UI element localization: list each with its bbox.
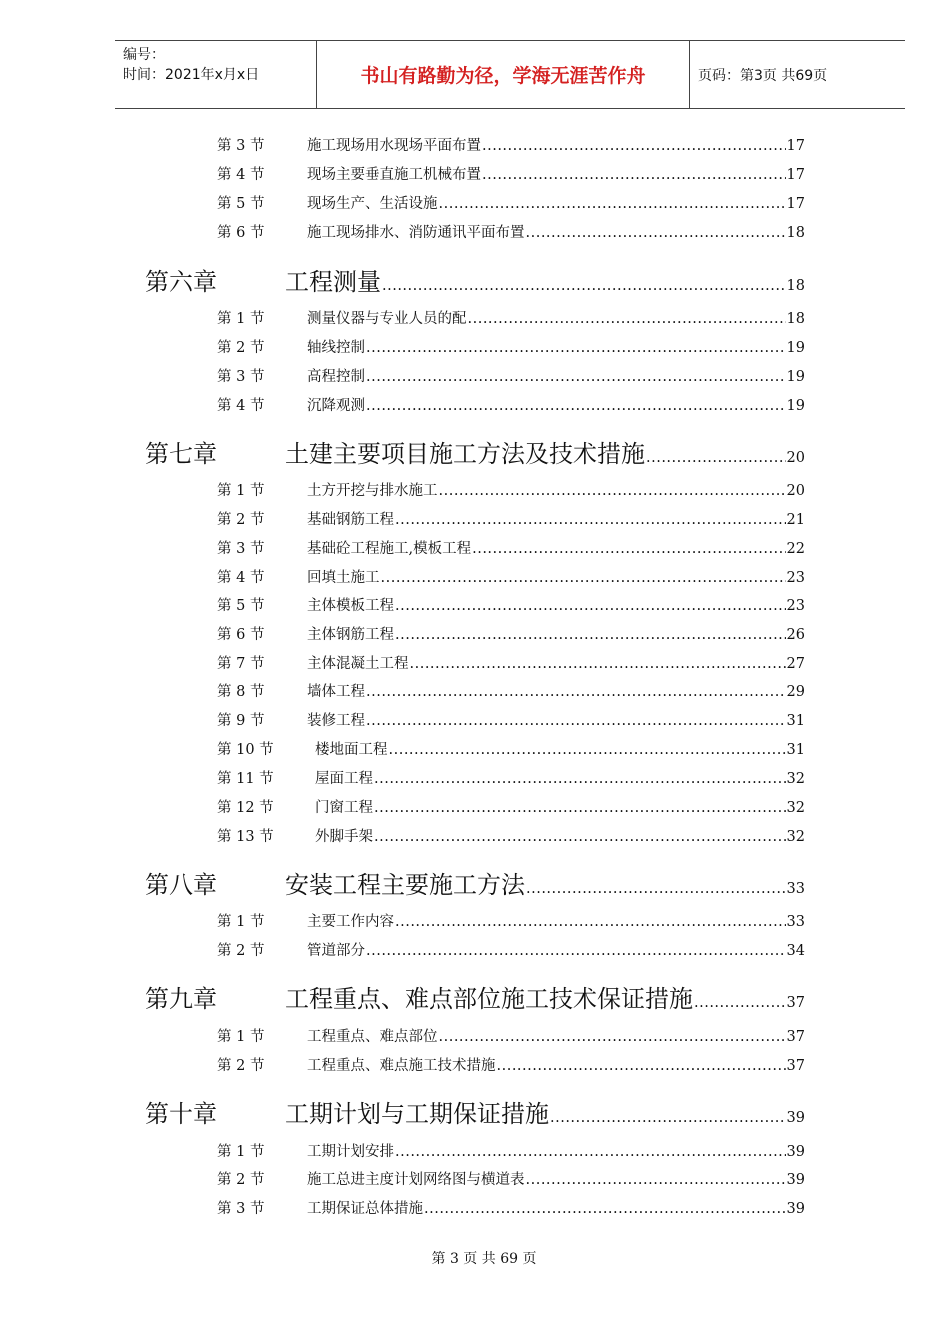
section-title: 装修工程 bbox=[307, 713, 365, 729]
toc-entry bbox=[307, 566, 805, 587]
chapter-title: 工期计划与工期保证措施 bbox=[285, 1100, 549, 1128]
toc-entry bbox=[315, 738, 805, 759]
toc-entry bbox=[307, 623, 805, 644]
section-title: 主体钢筋工程 bbox=[307, 627, 394, 643]
section-number: 第 4 节 bbox=[217, 398, 265, 414]
dot-leader bbox=[395, 914, 786, 930]
toc-entry bbox=[307, 134, 805, 155]
dot-leader bbox=[374, 771, 786, 787]
section-title: 主体混凝土工程 bbox=[307, 656, 409, 672]
dot-leader bbox=[381, 570, 786, 586]
section-number: 第 2 节 bbox=[217, 340, 265, 356]
toc-entry bbox=[307, 307, 805, 328]
section-title: 管道部分 bbox=[307, 943, 365, 959]
section-number: 第 3 节 bbox=[217, 138, 265, 154]
section-number: 第 8 节 bbox=[217, 684, 265, 700]
section-number: 第 2 节 bbox=[217, 1172, 265, 1188]
section-number: 第 9 节 bbox=[217, 713, 265, 729]
toc-entry bbox=[307, 594, 805, 615]
toc-entry bbox=[285, 865, 805, 900]
page-number: 37 bbox=[786, 1029, 805, 1045]
page-number: 17 bbox=[786, 167, 805, 183]
page-number: 19 bbox=[786, 398, 805, 414]
chapter-title: 工程测量 bbox=[285, 268, 381, 296]
dot-leader bbox=[439, 483, 786, 499]
dot-leader bbox=[366, 398, 786, 414]
toc-entry bbox=[307, 1197, 805, 1218]
toc-entry bbox=[307, 163, 805, 184]
dot-leader bbox=[366, 684, 786, 700]
page-number: 18 bbox=[786, 311, 805, 327]
dot-leader bbox=[366, 943, 786, 959]
toc-entry bbox=[315, 825, 805, 846]
section-title: 回填土施工 bbox=[307, 570, 380, 586]
dot-leader bbox=[395, 598, 786, 614]
page-number: 19 bbox=[786, 369, 805, 385]
toc-entry bbox=[307, 479, 805, 500]
dot-leader bbox=[374, 800, 786, 816]
section-number: 第 12 节 bbox=[217, 800, 274, 816]
section-number: 第 4 节 bbox=[217, 570, 265, 586]
page-number: 33 bbox=[786, 914, 805, 930]
header-meta bbox=[115, 41, 316, 108]
toc-entry bbox=[307, 1168, 805, 1189]
page-number: 21 bbox=[786, 512, 805, 528]
dot-leader bbox=[366, 369, 786, 385]
section-number: 第 2 节 bbox=[217, 1058, 265, 1074]
section-number: 第 7 节 bbox=[217, 656, 265, 672]
dot-leader bbox=[424, 1201, 786, 1217]
page-number: 39 bbox=[786, 1172, 805, 1188]
page-header bbox=[115, 40, 905, 109]
section-title: 楼地面工程 bbox=[315, 742, 388, 758]
chapter-title: 安装工程主要施工方法 bbox=[285, 871, 525, 899]
section-number: 第 3 节 bbox=[217, 541, 265, 557]
section-number: 第 1 节 bbox=[217, 311, 265, 327]
section-number: 第 13 节 bbox=[217, 829, 274, 845]
toc-entry bbox=[307, 652, 805, 673]
section-number: 第 5 节 bbox=[217, 196, 265, 212]
toc-entry bbox=[307, 939, 805, 960]
section-number: 第 5 节 bbox=[217, 598, 265, 614]
page-number: 20 bbox=[786, 483, 805, 499]
page-number: 37 bbox=[786, 995, 805, 1011]
toc-entry bbox=[315, 796, 805, 817]
toc-entry bbox=[307, 221, 805, 242]
page-number: 27 bbox=[786, 656, 805, 672]
page-number: 32 bbox=[786, 829, 805, 845]
section-number: 第 1 节 bbox=[217, 1029, 265, 1045]
section-number: 第 6 节 bbox=[217, 627, 265, 643]
dot-leader bbox=[366, 340, 786, 356]
page-number: 39 bbox=[786, 1110, 805, 1126]
section-number: 第 1 节 bbox=[217, 483, 265, 499]
section-title: 工程重点、难点施工技术措施 bbox=[307, 1058, 496, 1074]
section-number: 第 4 节 bbox=[217, 167, 265, 183]
header-motto: 书山有路勤为径，学海无涯苦作舟 bbox=[316, 41, 690, 108]
dot-leader bbox=[366, 713, 786, 729]
page-number: 18 bbox=[786, 278, 805, 294]
section-title: 门窗工程 bbox=[315, 800, 373, 816]
dot-leader bbox=[374, 829, 786, 845]
toc-entry bbox=[285, 434, 805, 469]
page-number: 19 bbox=[786, 340, 805, 356]
section-number: 第 2 节 bbox=[217, 943, 265, 959]
section-title: 测量仪器与专业人员的配 bbox=[307, 311, 467, 327]
dot-leader bbox=[497, 1058, 786, 1074]
dot-leader bbox=[439, 1029, 786, 1045]
section-number: 第 1 节 bbox=[217, 914, 265, 930]
chapter-number: 第六章 bbox=[145, 268, 217, 296]
toc-entry bbox=[307, 1140, 805, 1161]
dot-leader bbox=[482, 138, 786, 154]
dot-leader bbox=[526, 225, 786, 241]
page-number: 22 bbox=[786, 541, 805, 557]
toc-entry bbox=[307, 336, 805, 357]
toc-entry bbox=[285, 979, 805, 1014]
section-title: 基础钢筋工程 bbox=[307, 512, 394, 528]
section-number: 第 10 节 bbox=[217, 742, 274, 758]
header-page-number: 页码：第3页 共69页 bbox=[698, 67, 828, 84]
page-number: 33 bbox=[786, 881, 805, 897]
section-title: 轴线控制 bbox=[307, 340, 365, 356]
section-title: 工期保证总体措施 bbox=[307, 1201, 423, 1217]
chapter-title: 土建主要项目施工方法及技术措施 bbox=[285, 440, 645, 468]
section-title: 现场生产、生活设施 bbox=[307, 196, 438, 212]
page-number: 17 bbox=[786, 196, 805, 212]
section-number: 第 2 节 bbox=[217, 512, 265, 528]
toc-entry bbox=[307, 680, 805, 701]
dot-leader bbox=[526, 1172, 786, 1188]
toc-entry bbox=[307, 365, 805, 386]
dot-leader bbox=[439, 196, 786, 212]
section-title: 屋面工程 bbox=[315, 771, 373, 787]
dot-leader bbox=[694, 995, 786, 1011]
chapter-number: 第十章 bbox=[145, 1100, 217, 1128]
chapter-number: 第八章 bbox=[145, 871, 217, 899]
chapter-number: 第七章 bbox=[145, 440, 217, 468]
dot-leader bbox=[410, 656, 786, 672]
page-number: 23 bbox=[786, 598, 805, 614]
section-title: 工程重点、难点部位 bbox=[307, 1029, 438, 1045]
page-number: 23 bbox=[786, 570, 805, 586]
page-number: 31 bbox=[786, 713, 805, 729]
dot-leader bbox=[395, 512, 786, 528]
chapter-number: 第九章 bbox=[145, 985, 217, 1013]
dot-leader bbox=[395, 1144, 786, 1160]
page-number: 20 bbox=[786, 450, 805, 466]
dot-leader bbox=[550, 1110, 786, 1126]
toc-entry bbox=[307, 537, 805, 558]
toc-entry bbox=[307, 1054, 805, 1075]
toc-entry bbox=[285, 1094, 805, 1129]
page-number: 29 bbox=[786, 684, 805, 700]
dot-leader bbox=[468, 311, 786, 327]
toc-entry bbox=[315, 767, 805, 788]
dot-leader bbox=[395, 627, 786, 643]
section-title: 主要工作内容 bbox=[307, 914, 394, 930]
dot-leader bbox=[646, 450, 786, 466]
page-number: 39 bbox=[786, 1201, 805, 1217]
section-title: 沉降观测 bbox=[307, 398, 365, 414]
toc-entry bbox=[307, 192, 805, 213]
section-number: 第 3 节 bbox=[217, 369, 265, 385]
section-title: 施工现场用水现场平面布置 bbox=[307, 138, 481, 154]
dot-leader bbox=[389, 742, 786, 758]
section-number: 第 6 节 bbox=[217, 225, 265, 241]
section-title: 土方开挖与排水施工 bbox=[307, 483, 438, 499]
document-date-label: 时间：2021年x月x日 bbox=[123, 67, 260, 83]
section-title: 主体模板工程 bbox=[307, 598, 394, 614]
page-number: 18 bbox=[786, 225, 805, 241]
page-footer: 第 3 页 共 69 页 bbox=[431, 1251, 537, 1267]
chapter-title: 工程重点、难点部位施工技术保证措施 bbox=[285, 985, 693, 1013]
page-number: 31 bbox=[786, 742, 805, 758]
section-number: 第 11 节 bbox=[217, 771, 274, 787]
toc-entry bbox=[307, 709, 805, 730]
page-number: 17 bbox=[786, 138, 805, 154]
page-number: 26 bbox=[786, 627, 805, 643]
toc-entry bbox=[307, 394, 805, 415]
toc-entry bbox=[307, 1025, 805, 1046]
page-number: 32 bbox=[786, 771, 805, 787]
section-number: 第 3 节 bbox=[217, 1201, 265, 1217]
section-title: 基础砼工程施工,模板工程 bbox=[307, 541, 472, 557]
section-title: 高程控制 bbox=[307, 369, 365, 385]
dot-leader bbox=[526, 881, 786, 897]
section-number: 第 1 节 bbox=[217, 1144, 265, 1160]
page-number: 39 bbox=[786, 1144, 805, 1160]
dot-leader bbox=[382, 278, 786, 294]
document-number-label: 编号： bbox=[123, 47, 165, 63]
toc-entry bbox=[307, 910, 805, 931]
page-number: 37 bbox=[786, 1058, 805, 1074]
section-title: 施工总进主度计划网络图与横道表 bbox=[307, 1172, 525, 1188]
toc-entry bbox=[285, 262, 805, 297]
section-title: 现场主要垂直施工机械布置 bbox=[307, 167, 481, 183]
page-number: 34 bbox=[786, 943, 805, 959]
toc-entry bbox=[307, 508, 805, 529]
page-number: 32 bbox=[786, 800, 805, 816]
section-title: 施工现场排水、消防通讯平面布置 bbox=[307, 225, 525, 241]
section-title: 墙体工程 bbox=[307, 684, 365, 700]
dot-leader bbox=[472, 541, 785, 557]
section-title: 外脚手架 bbox=[315, 829, 373, 845]
section-title: 工期计划安排 bbox=[307, 1144, 394, 1160]
dot-leader bbox=[482, 167, 786, 183]
